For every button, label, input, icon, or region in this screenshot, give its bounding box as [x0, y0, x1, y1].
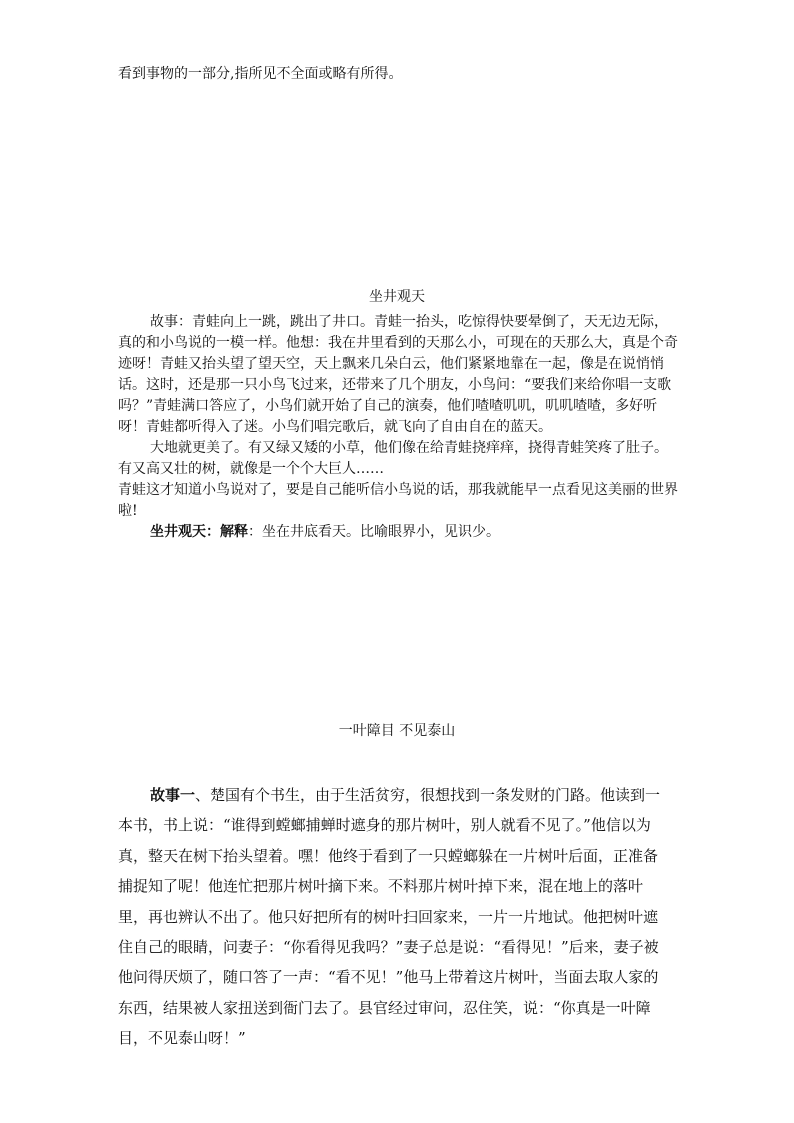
- explanation-paragraph: [118, 522, 678, 543]
- intro-line: 看到事物的一部分,指所见不全面或略有所得。: [118, 66, 403, 82]
- explanation-term: 坐井观天：解释: [150, 524, 248, 540]
- section-title-yiyezhangmu: 一叶障目 不见泰山: [338, 723, 456, 739]
- story-paragraph-2: 大地就更美了。有又绿又矮的小草，他们像在给青蛙挠痒痒，挠得青蛙笑疼了肚子。有又高又壮的树，就像是一个个大巨人……: [118, 440, 668, 477]
- explanation-text: ：坐在井底看天。比喻眼界小，见识少。: [248, 524, 500, 540]
- section-title-zuojingguantian: 坐井观天: [369, 289, 425, 305]
- story-label: 故事一: [150, 786, 196, 804]
- story-paragraph-1: 故事：青蛙向上一跳，跳出了井口。青蛙一抬头，吃惊得快要晕倒了，天无边无际，真的和小鸟说的一模一样。他想：我在井里看到的天那么小，可现在的天那么大，真是个奇迹呀！青蛙又抬头望了望天空，天上飘来几朵白云，他们紧紧地靠在一起，像是在说悄悄话。这时，还是那一只小鸟飞过来，还带来了几个朋友，小鸟问：“要我们来给你唱一支歌吗？”青蛙满口答应了，小鸟们就开始了自己的演奏，他们喳喳叽叽，叽叽喳喳，多好听呀！青蛙都听得入了迷。小鸟们唱完歌后，就飞向了自由自在的蓝天。: [118, 314, 678, 435]
- section-yiyezhangmu: [118, 780, 672, 1054]
- story-paragraph-3: 青蛙这才知道小鸟说对了，要是自己能听信小鸟说的话，那我就能早一点看见这美丽的世界啦!: [118, 482, 678, 519]
- story-paragraph: [118, 780, 672, 1054]
- section-zuojingguantian: [118, 312, 678, 543]
- story-text: 、楚国有个书生，由于生活贫穷，很想找到一条发财的门路。他读到一本书，书上说：“谁得到螳螂捕蝉时遮身的那片树叶，别人就看不见了。”他信以为真，整天在树下抬头望着。嘿！他终于看到了一只螳螂躲在一片树叶后面，正准备捕捉知了呢！他连忙把那片树叶摘下来。不料那片树叶掉下来，混在地上的落叶里，再也辨认不出了。他只好把所有的树叶扫回家来，一片一片地试。他把树叶遮住自己的眼睛，问妻子：“你看得见我吗？”妻子总是说：“看得见！”后来，妻子被他问得厌烦了，随口答了一声：“看不见！”他马上带着这片树叶，当面去取人家的东西，结果被人家扭送到衙门去了。县官经过审问，忍住笑，说：“你真是一叶障目，不见泰山呀！”: [118, 786, 661, 1048]
